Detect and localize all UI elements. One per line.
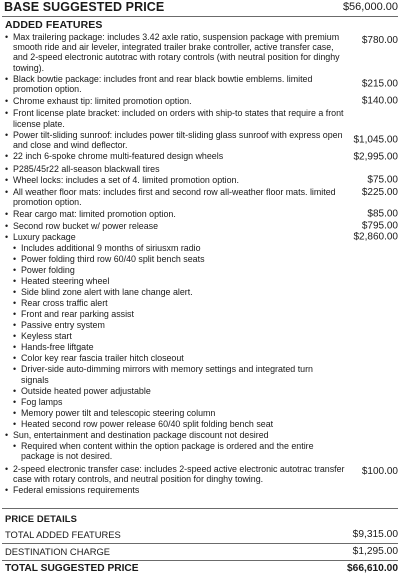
- bullet-icon: •: [5, 129, 9, 140]
- feature-item: [0, 175, 400, 185]
- bullet-icon: •: [13, 320, 17, 331]
- bullet-icon: •: [5, 175, 9, 186]
- feature-item: [0, 187, 400, 207]
- feature-price: $795.00: [361, 220, 398, 232]
- feature-item: [0, 464, 400, 484]
- bullet-icon: •: [5, 108, 9, 119]
- luxury-sub-item: [0, 276, 400, 286]
- sub-item-text: Front and rear parking assist: [21, 309, 134, 320]
- bullet-icon: •: [5, 209, 9, 220]
- destination-charge-row: [5, 546, 398, 558]
- bullet-icon: •: [13, 364, 17, 375]
- total-added-features-label: TOTAL ADDED FEATURES: [5, 529, 121, 540]
- base-price-row: [4, 0, 398, 14]
- luxury-sub-item: [0, 254, 400, 264]
- bullet-icon: •: [13, 342, 17, 353]
- feature-text: 2-speed electronic transfer case: includes 2-speed active electronic autotrac transfer case with rotary controls, and neutral position for dinghy towing.: [13, 463, 345, 485]
- feature-text: Power tilt-sliding sunroof: includes power tilt-sliding glass sunroof with express open and close and wind deflector.: [13, 129, 343, 151]
- bullet-icon: •: [5, 463, 9, 474]
- luxury-sub-item: [0, 364, 400, 384]
- sub-item-text: Fog lamps: [21, 396, 63, 407]
- sub-item-text: Color key rear fascia trailer hitch closeout: [21, 353, 184, 364]
- sub-item-text: Passive entry system: [21, 320, 105, 331]
- luxury-sub-item: [0, 265, 400, 275]
- total-suggested-price-label: TOTAL SUGGESTED PRICE: [5, 563, 139, 574]
- feature-item: [0, 209, 400, 219]
- features-list: [0, 32, 400, 497]
- total-added-features-row: [5, 529, 398, 541]
- luxury-sub-item: [0, 342, 400, 352]
- feature-text: Chrome exhaust tip: limited promotion option.: [13, 95, 192, 106]
- luxury-sub-item: [0, 408, 400, 418]
- feature-text: Rear cargo mat: limited promotion option.: [13, 209, 176, 220]
- sub-item-text: Rear cross traffic alert: [21, 298, 108, 309]
- feature-item: [0, 130, 400, 150]
- bullet-icon: •: [13, 309, 17, 320]
- luxury-sub-item: [0, 353, 400, 363]
- feature-item: [0, 151, 400, 161]
- sub-item-text: Includes additional 9 months of siriusxm radio: [21, 243, 201, 254]
- bullet-icon: •: [13, 298, 17, 309]
- feature-text: Federal emissions requirements: [13, 485, 140, 496]
- divider-details-2: [2, 560, 398, 561]
- sub-item-text: Hands-free liftgate: [21, 342, 94, 353]
- feature-text: Luxury package: [13, 231, 76, 242]
- bullet-icon: •: [5, 231, 9, 242]
- feature-item-luxury-package: [0, 232, 400, 242]
- luxury-sub-item: [0, 331, 400, 341]
- luxury-sub-item: [0, 320, 400, 330]
- feature-item: [0, 96, 400, 106]
- feature-price: $2,995.00: [353, 151, 398, 163]
- bullet-icon: •: [13, 385, 17, 396]
- feature-text: P285/45r22 all-season blackwall tires: [13, 163, 160, 174]
- added-features-heading: ADDED FEATURES: [5, 19, 103, 31]
- feature-item: [0, 221, 400, 231]
- bullet-icon: •: [13, 418, 17, 429]
- sub-item-text: Power folding: [21, 265, 75, 276]
- bullet-icon: •: [13, 265, 17, 276]
- price-details-heading: PRICE DETAILS: [5, 513, 77, 524]
- total-suggested-price-row: [5, 563, 398, 575]
- feature-price: $780.00: [361, 35, 398, 46]
- feature-price: $225.00: [361, 186, 398, 198]
- luxury-sub-item: [0, 419, 400, 429]
- feature-item: [0, 430, 400, 440]
- sub-item-text: Outside heated power adjustable: [21, 385, 151, 396]
- feature-sub-item: [0, 441, 400, 461]
- feature-item: [0, 32, 400, 73]
- bullet-icon: •: [13, 331, 17, 342]
- feature-item: [0, 74, 400, 94]
- sub-item-text: Side blind zone alert with lane change alert.: [21, 287, 193, 298]
- feature-text: Max trailering package: includes 3.42 axle ratio, suspension package with premium smooth ride and air leveler, integrated trailer brake controller, active transfer case, and 2-speed electronic autotrac with rotary controls (with neutral position for dinghy towing).: [13, 32, 340, 73]
- sub-item-text: Heated second row power release 60/40 split folding bench seat: [21, 418, 274, 429]
- feature-price: $85.00: [367, 208, 398, 220]
- base-price-value: $56,000.00: [342, 1, 398, 13]
- bullet-icon: •: [5, 74, 9, 84]
- destination-charge-label: DESTINATION CHARGE: [5, 546, 111, 557]
- feature-price: $100.00: [361, 465, 398, 477]
- feature-price: $75.00: [367, 174, 398, 186]
- bullet-icon: •: [13, 287, 17, 298]
- sub-item-text: Required when content within the option package is ordered and the entire package is not desired.: [21, 440, 314, 462]
- feature-text: Wheel locks: includes a set of 4. limited promotion option.: [13, 175, 239, 186]
- bullet-icon: •: [13, 243, 17, 254]
- feature-item: [0, 164, 400, 174]
- bullet-icon: •: [5, 186, 9, 197]
- bullet-icon: •: [5, 163, 9, 174]
- feature-text: All weather floor mats: includes first and second row all-weather floor mats. limited promotion option.: [13, 186, 336, 207]
- base-price-title: BASE SUGGESTED PRICE: [4, 0, 165, 14]
- luxury-sub-item: [0, 298, 400, 308]
- divider-price-details: [2, 508, 398, 509]
- feature-price: $140.00: [361, 95, 398, 107]
- sub-item-text: Power folding third row 60/40 split bench seats: [21, 254, 205, 265]
- sub-item-text: Driver-side auto-dimming mirrors with memory settings and integrated turn signals: [21, 364, 313, 385]
- bullet-icon: •: [5, 95, 9, 106]
- divider-details-1: [2, 543, 398, 544]
- bullet-icon: •: [5, 429, 9, 440]
- luxury-sub-item: [0, 309, 400, 319]
- bullet-icon: •: [5, 151, 9, 162]
- bullet-icon: •: [5, 32, 9, 42]
- bullet-icon: •: [13, 254, 17, 265]
- destination-charge-value: $1,295.00: [352, 546, 398, 557]
- feature-text: Sun, entertainment and destination package discount not desired: [13, 429, 269, 440]
- feature-text: Second row bucket w/ power release: [13, 220, 159, 231]
- feature-price: $2,860.00: [353, 231, 398, 243]
- feature-price: $215.00: [361, 78, 398, 90]
- feature-text: Front license plate bracket: included on orders with ship-to states that require a front license plate.: [13, 108, 344, 129]
- total-added-features-value: $9,315.00: [352, 529, 398, 540]
- sub-item-text: Memory power tilt and telescopic steering column: [21, 407, 216, 418]
- feature-text: 22 inch 6-spoke chrome multi-featured design wheels: [13, 151, 224, 162]
- divider-top: [2, 16, 398, 17]
- sub-item-text: Keyless start: [21, 331, 72, 342]
- bullet-icon: •: [5, 485, 9, 496]
- luxury-sub-item: [0, 386, 400, 396]
- feature-text: Black bowtie package: includes front and rear black bowtie emblems. limited promotion option.: [13, 74, 313, 95]
- bullet-icon: •: [13, 407, 17, 418]
- bullet-icon: •: [13, 276, 17, 287]
- bullet-icon: •: [13, 440, 17, 451]
- luxury-sub-item: [0, 397, 400, 407]
- feature-price: $1,045.00: [353, 134, 398, 146]
- luxury-sub-item: [0, 287, 400, 297]
- luxury-sub-item: [0, 243, 400, 253]
- bullet-icon: •: [13, 353, 17, 364]
- feature-item: [0, 108, 400, 128]
- sub-item-text: Heated steering wheel: [21, 276, 110, 287]
- feature-item: [0, 485, 400, 495]
- total-suggested-price-value: $66,610.00: [347, 563, 398, 574]
- bullet-icon: •: [5, 220, 9, 231]
- bullet-icon: •: [13, 396, 17, 407]
